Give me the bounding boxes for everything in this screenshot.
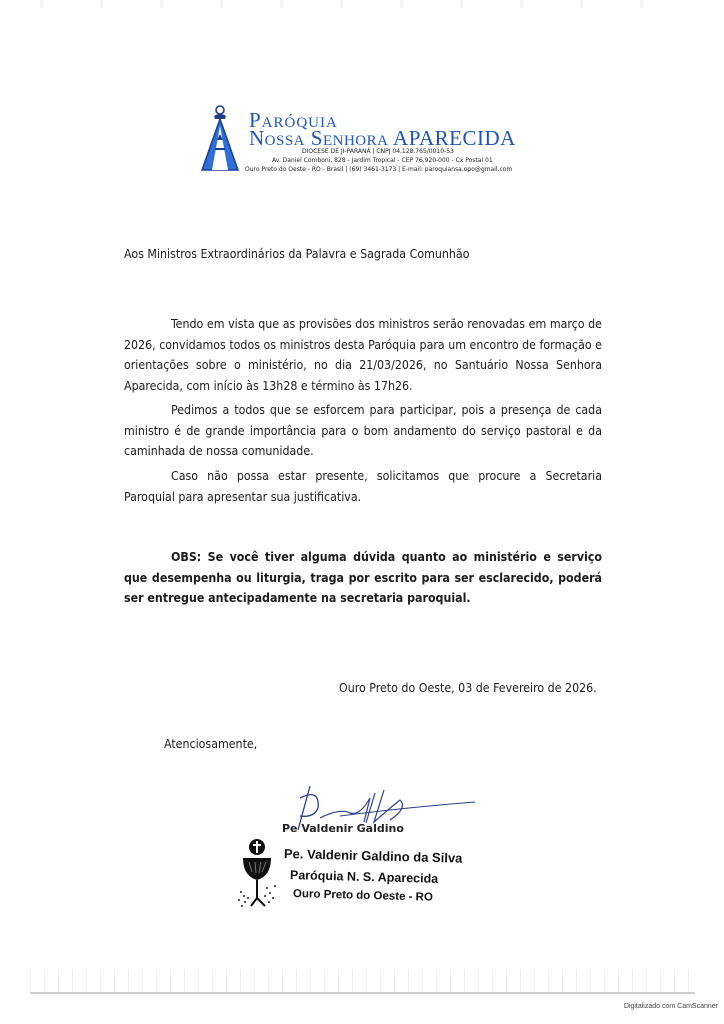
- scan-artifact-bottom: [30, 970, 695, 992]
- parish-subtitle: Nossa Senhora APARECIDA: [249, 126, 516, 150]
- stamp-city: Ouro Preto do Oeste - RO: [292, 888, 434, 904]
- paragraph-justification: Caso não possa estar presente, solicitamos que procure a Secretaria Paroquial para apresentar sua justificativa.: [124, 469, 602, 504]
- stamp-priest-name: Pe. Valdenir Galdino da Silva: [283, 846, 463, 866]
- address-line: Av. Daniel Comboni, 828 - Jardim Tropical - CEP 76.920-000 - Cx Postal 01: [272, 157, 493, 164]
- scan-artifact-top: [40, 0, 690, 8]
- signed-name: Pe Valdenir Galdino: [282, 822, 404, 835]
- addressee: Aos Ministros Extraordinários da Palavra e Sagrada Comunhão: [124, 247, 470, 261]
- paragraph-participation: Pedimos a todos que se esforcem para participar, pois a presença de cada ministro é de grande importância para o bom andamento do serviço pastoral e da caminhada de nossa comunidade.: [124, 403, 602, 458]
- parish-title: Paróquia: [249, 108, 338, 132]
- chalice-icon: [235, 838, 291, 913]
- obs-note: OBS: Se você tiver alguma dúvida quanto ao ministério e serviço que desempenha ou liturgia, traga por escrito para ser esclarecido, poderá ser entregue antecipadamente na secretaria paroquial.: [124, 550, 602, 605]
- closing: Atenciosamente,: [164, 737, 258, 751]
- contact-line: Ouro Preto do Oeste - RO - Brasil | (69) 3461-3173 | E-mail: paroquiansa.opo@gmail.com: [245, 166, 513, 173]
- diocese-line: DIOCESE DE JI-PARANÁ | CNPJ 04.128.765/0010-53: [302, 148, 454, 155]
- stamp-parish: Paróquia N. S. Aparecida: [289, 868, 439, 886]
- paragraph-invitation: Tendo em vista que as provisões dos ministros serão renovadas em março de 2026, convidamos todos os ministros desta Paróquia para um encontro de formação e orientações sobre o ministério, no dia 21/03/2026, no Santuário Nossa Senhora Aparecida, com início às 13h28 e término às 17h26.: [124, 317, 602, 393]
- our-lady-aparecida-icon: [197, 104, 243, 174]
- date-line: Ouro Preto do Oeste, 03 de Fevereiro de 2026.: [339, 681, 597, 695]
- page-edge: [30, 992, 695, 994]
- scanner-watermark: Digitalizado com CamScanner: [623, 1003, 718, 1010]
